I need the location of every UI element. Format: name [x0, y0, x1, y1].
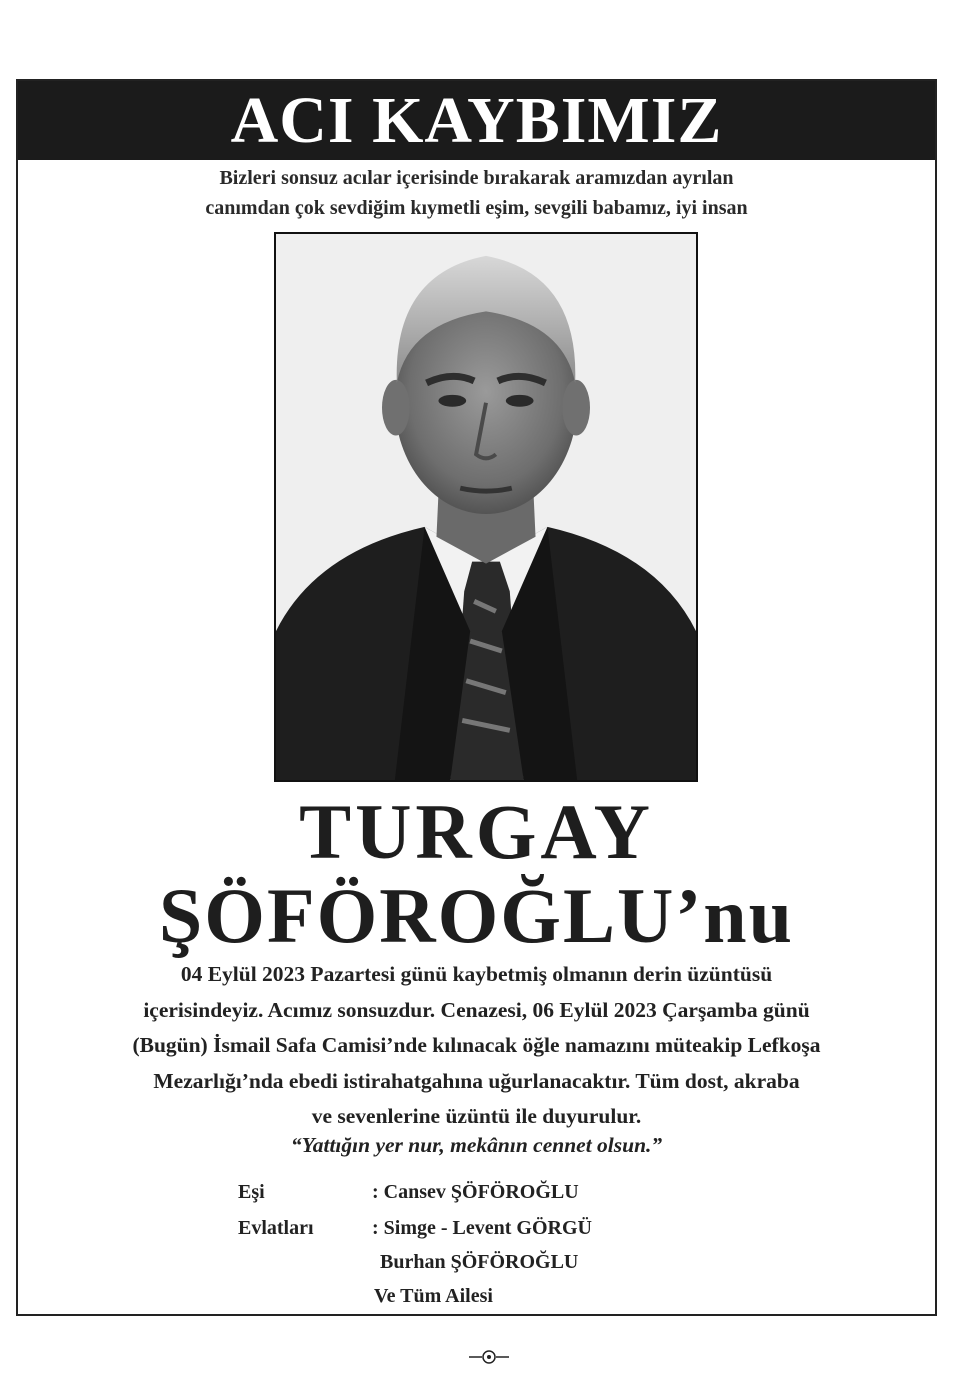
- portrait-illustration: [276, 234, 696, 780]
- deceased-first-name: TURGAY: [299, 788, 654, 875]
- announcement-line: içerisindeyiz. Acımız sonsuzdur. Cenazesi, 06 Eylül 2023 Çarşamba günü: [143, 997, 810, 1022]
- announcement-line: (Bugün) İsmail Safa Camisi’nde kılınacak öğle namazını müteakip Lefkoşa: [132, 1033, 821, 1057]
- ornament-icon: [469, 1349, 509, 1365]
- spouse-label: Eşi: [238, 1181, 265, 1203]
- deceased-last-name: ŞÖFÖROĞLU’nu: [158, 872, 795, 959]
- intro-line: canımdan çok sevdiğim kıymetli eşim, sevgili babamız, iyi insan: [205, 197, 748, 219]
- announcement-line: ve sevenlerine üzüntü ile duyurulur.: [311, 1104, 642, 1128]
- family-closing: Ve Tüm Ailesi: [374, 1285, 493, 1307]
- intro-line: Bizleri sonsuz acılar içerisinde bırakarak aramızdan ayrılan: [219, 167, 734, 189]
- obituary-frame: [16, 79, 937, 1316]
- page-title: ACI KAYBIMIZ: [230, 83, 723, 157]
- intro-text: [18, 163, 935, 223]
- announcement-text: [28, 957, 925, 1135]
- header-banner: [18, 81, 935, 160]
- children-value-2: Burhan ŞÖFÖROĞLU: [380, 1251, 579, 1273]
- announcement-line: 04 Eylül 2023 Pazartesi günü kaybetmiş olmanın derin üzüntüsü: [180, 962, 773, 986]
- children-value-1: : Simge - Levent GÖRGÜ: [372, 1217, 592, 1239]
- children-label: Evlatları: [238, 1217, 314, 1239]
- announcement-line: Mezarlığı’nda ebedi istirahatgahına uğurlanacaktır. Tüm dost, akraba: [153, 1068, 800, 1093]
- spouse-value: : Cansev ŞÖFÖROĞLU: [372, 1181, 579, 1203]
- portrait-photo: [274, 232, 698, 782]
- memorial-quote: “Yattığın yer nur, mekânın cennet olsun.”: [290, 1133, 663, 1157]
